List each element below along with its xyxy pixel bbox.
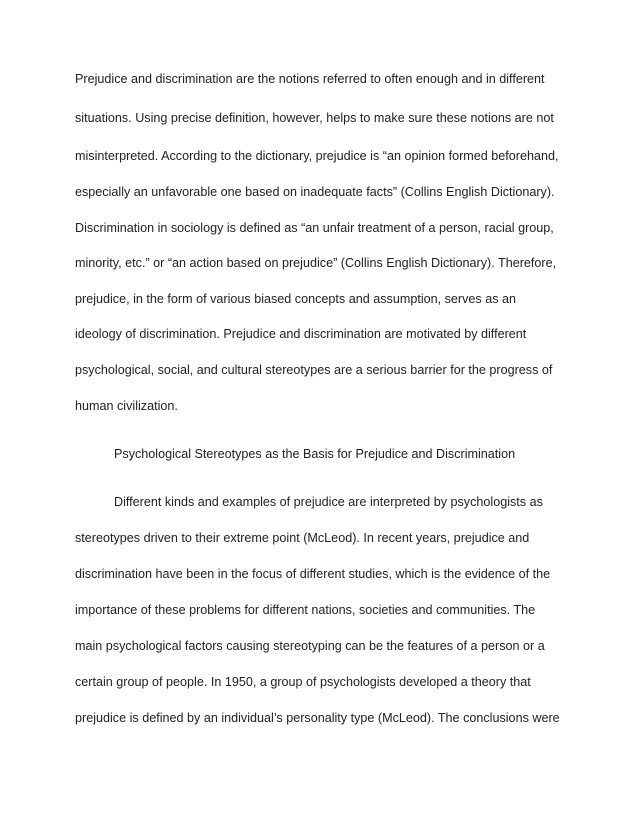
paragraph-1-line-5: Discrimination in sociology is defined as “an unfair treatment of a person, racial group,	[75, 221, 554, 235]
paragraph-2-line-4: importance of these problems for different nations, societies and communities. The	[75, 603, 536, 617]
paragraph-2-line-2: stereotypes driven to their extreme point (McLeod). In recent years, prejudice and	[75, 531, 530, 545]
paragraph-1-line-9: psychological, social, and cultural stereotypes are a serious barrier for the progress of	[75, 363, 553, 377]
section-heading: Psychological Stereotypes as the Basis for Prejudice and Discrimination	[114, 447, 516, 461]
paragraph-1-line-6: minority, etc.” or “an action based on prejudice” (Collins English Dictionary). Therefore,	[75, 256, 557, 270]
paragraph-2-line-1: Different kinds and examples of prejudice are interpreted by psychologists as	[114, 495, 543, 509]
paragraph-2-line-5: main psychological factors causing stereotyping can be the features of a person or a	[75, 639, 545, 653]
paragraph-2-line-3: discrimination have been in the focus of different studies, which is the evidence of the	[75, 567, 551, 581]
paragraph-1-line-2: situations. Using precise definition, however, helps to make sure these notions are not	[75, 111, 554, 125]
paragraph-1-line-4: especially an unfavorable one based on inadequate facts” (Collins English Dictionary).	[75, 185, 555, 199]
paragraph-1-line-1: Prejudice and discrimination are the notions referred to often enough and in different	[75, 72, 545, 86]
paragraph-1-line-8: ideology of discrimination. Prejudice and discrimination are motivated by different	[75, 327, 527, 341]
paragraph-1-line-10: human civilization.	[75, 399, 178, 413]
paragraph-2-line-6: certain group of people. In 1950, a group of psychologists developed a theory that	[75, 675, 531, 689]
paragraph-2-line-7: prejudice is defined by an individual’s personality type (McLeod). The conclusions were	[75, 711, 560, 725]
paragraph-1-line-3: misinterpreted. According to the dictionary, prejudice is “an opinion formed beforehand,	[75, 149, 559, 163]
paragraph-1-line-7: prejudice, in the form of various biased concepts and assumption, serves as an	[75, 292, 517, 306]
